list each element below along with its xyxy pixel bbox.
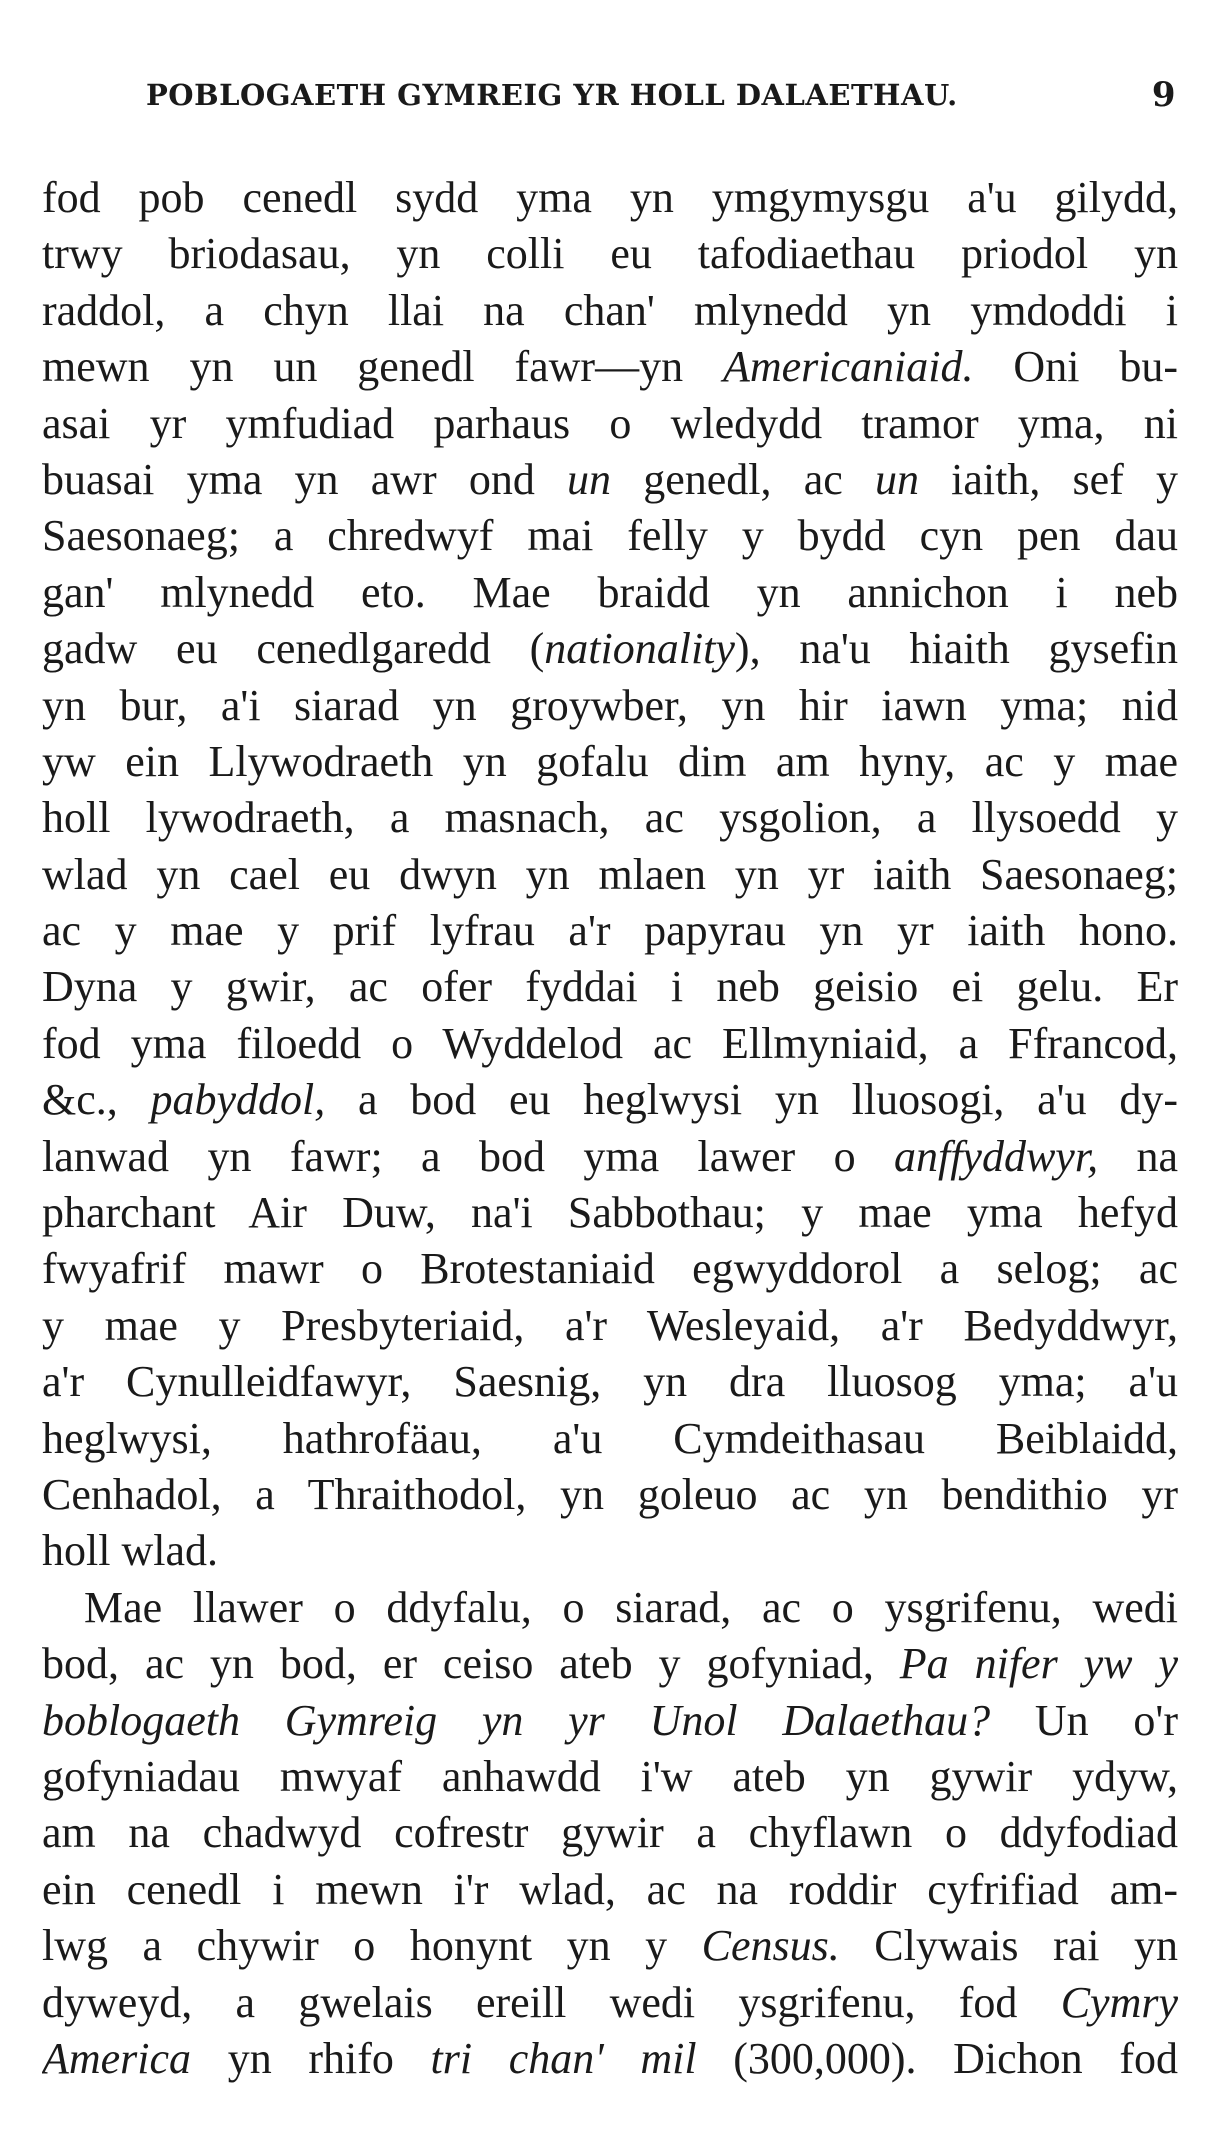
text-segment: ), na'u hiaith gysefin: [734, 624, 1178, 674]
text-line: [42, 170, 1178, 226]
text-line: [42, 621, 1178, 677]
text-segment: Oni bu-: [973, 342, 1178, 392]
italic-text: Cymry: [1060, 1977, 1178, 2027]
text-segment: Cenhadol, a Thraithodol, yn goleuo ac yn bendithio yr: [42, 1469, 1178, 1519]
running-title: POBLOGAETH GYMREIG YR HOLL DALAETHAU.: [146, 78, 958, 112]
text-segment: genedl, ac: [611, 454, 875, 504]
text-segment: yw ein Llywodraeth yn gofalu dim am hyny, ac y mae: [42, 736, 1178, 786]
text-segment: lanwad yn fawr; a bod yma lawer o: [42, 1131, 894, 1181]
text-segment: am na chadwyd cofrestr gywir a chyflawn o ddyfodiad: [42, 1808, 1178, 1858]
text-line: [42, 1072, 1178, 1128]
italic-text: anffyddwyr,: [893, 1131, 1099, 1181]
text-segment: raddol, a chyn llai na chan' mlynedd yn ymdoddi i: [42, 285, 1178, 335]
text-line: [42, 903, 1178, 959]
text-line: [42, 2031, 1178, 2087]
italic-text: boblogaeth Gymreig yn yr Unol Dalaethau?: [42, 1695, 991, 1745]
text-line: [42, 339, 1178, 395]
text-segment: Un o'r: [990, 1695, 1178, 1745]
text-line: [42, 1636, 1178, 1692]
text-line: [42, 396, 1178, 452]
text-segment: pharchant Air Duw, na'i Sabbothau; y mae yma hefyd: [42, 1188, 1178, 1238]
text-line: [42, 1185, 1178, 1241]
italic-text: tri chan' mil: [430, 2033, 697, 2083]
text-line: [42, 1129, 1178, 1185]
text-line: [42, 508, 1178, 564]
text-segment: trwy briodasau, yn colli eu tafodiaethau priodol yn: [42, 229, 1178, 279]
text-line: [42, 734, 1178, 790]
text-line: [42, 1523, 1178, 1579]
text-line: [42, 959, 1178, 1015]
text-line: [42, 1749, 1178, 1805]
text-line: [42, 1354, 1178, 1410]
text-segment: ein cenedl i mewn i'r wlad, ac na roddir cyfrifiad am-: [42, 1864, 1178, 1914]
text-segment: Saesonaeg; a chredwyf mai felly y bydd cyn pen dau: [42, 511, 1178, 561]
text-line: [42, 1918, 1178, 1974]
text-segment: a'r Cynulleidfawyr, Saesnig, yn dra lluosog yma; a'u: [42, 1357, 1178, 1407]
text-line: [42, 1411, 1178, 1467]
text-segment: asai yr ymfudiad parhaus o wledydd tramor yma, ni: [42, 398, 1178, 448]
text-segment: a bod eu heglwysi yn lluosogi, a'u dy-: [325, 1075, 1178, 1125]
text-segment: fwyafrif mawr o Brotestaniaid egwyddorol a selog; ac: [42, 1244, 1178, 1294]
text-segment: ac y mae y prif lyfrau a'r papyrau yn yr iaith hono.: [42, 906, 1178, 956]
text-line: [42, 1298, 1178, 1354]
italic-text: nationality: [544, 624, 735, 674]
text-line: [42, 1467, 1178, 1523]
italic-text: America: [42, 2033, 192, 2083]
text-line: [42, 565, 1178, 621]
text-line: [42, 1693, 1178, 1749]
page-number: 9: [1151, 75, 1176, 115]
text-line: [42, 452, 1178, 508]
text-segment: &c.,: [42, 1075, 151, 1125]
text-segment: y mae y Presbyteriaid, a'r Wesleyaid, a'r Bedyddwyr,: [42, 1300, 1178, 1350]
italic-text: pabyddol,: [150, 1075, 326, 1125]
text-line: [42, 1241, 1178, 1297]
italic-text: Census.: [701, 1921, 840, 1971]
text-segment: yn rhifo: [191, 2033, 431, 2083]
text-segment: gan' mlynedd eto. Mae braidd yn annichon i neb: [42, 567, 1178, 617]
text-segment: fod pob cenedl sydd yma yn ymgymysgu a'u gilydd,: [42, 173, 1178, 222]
text-segment: gofyniadau mwyaf anhawdd i'w ateb yn gywir ydyw,: [42, 1751, 1178, 1801]
text-line: [42, 1805, 1178, 1861]
italic-text: Americaniaid.: [723, 342, 974, 392]
text-segment: Dyna y gwir, ac ofer fyddai i neb geisio ei gelu. Er: [42, 962, 1178, 1012]
text-line: [42, 226, 1178, 282]
text-segment: fod yma filoedd o Wyddelod ac Ellmyniaid, a Ffrancod,: [42, 1018, 1178, 1068]
text-segment: bod, ac yn bod, er ceiso ateb y gofyniad,: [42, 1639, 900, 1689]
text-line: [42, 283, 1178, 339]
text-segment: wlad yn cael eu dwyn yn mlaen yn yr iaith Saesonaeg;: [42, 849, 1178, 899]
running-head: [146, 70, 1176, 120]
body-text: [42, 170, 1178, 2087]
text-segment: mewn yn un genedl fawr—yn: [42, 342, 723, 392]
text-segment: gadw eu cenedlgaredd (: [42, 624, 545, 674]
text-segment: holl lywodraeth, a masnach, ac ysgolion, a llysoedd y: [42, 793, 1178, 843]
text-line: [42, 678, 1178, 734]
text-segment: na: [1098, 1131, 1178, 1181]
italic-text: Pa nifer yw y: [899, 1639, 1178, 1689]
text-line: [42, 1862, 1178, 1918]
text-segment: buasai yma yn awr ond: [42, 454, 568, 504]
text-line: [42, 790, 1178, 846]
text-line: [42, 1016, 1178, 1072]
text-segment: yn bur, a'i siarad yn groywber, yn hir iawn yma; nid: [42, 680, 1178, 730]
text-segment: holl wlad.: [42, 1526, 218, 1576]
text-segment: Mae llawer o ddyfalu, o siarad, ac o ysgrifenu, wedi: [84, 1582, 1178, 1632]
italic-text: un: [874, 454, 919, 504]
italic-text: un: [567, 454, 612, 504]
text-segment: lwg a chywir o honynt yn y: [42, 1921, 702, 1971]
text-segment: heglwysi, hathrofäau, a'u Cymdeithasau Beiblaidd,: [42, 1413, 1178, 1463]
text-line: [42, 1580, 1178, 1636]
text-line: [42, 1975, 1178, 2031]
text-segment: iaith, sef y: [918, 454, 1178, 504]
text-segment: dyweyd, a gwelais ereill wedi ysgrifenu, fod: [42, 1977, 1061, 2027]
text-segment: (300,000). Dichon fod: [696, 2033, 1178, 2083]
text-segment: Clywais rai yn: [839, 1921, 1178, 1971]
text-line: [42, 847, 1178, 903]
